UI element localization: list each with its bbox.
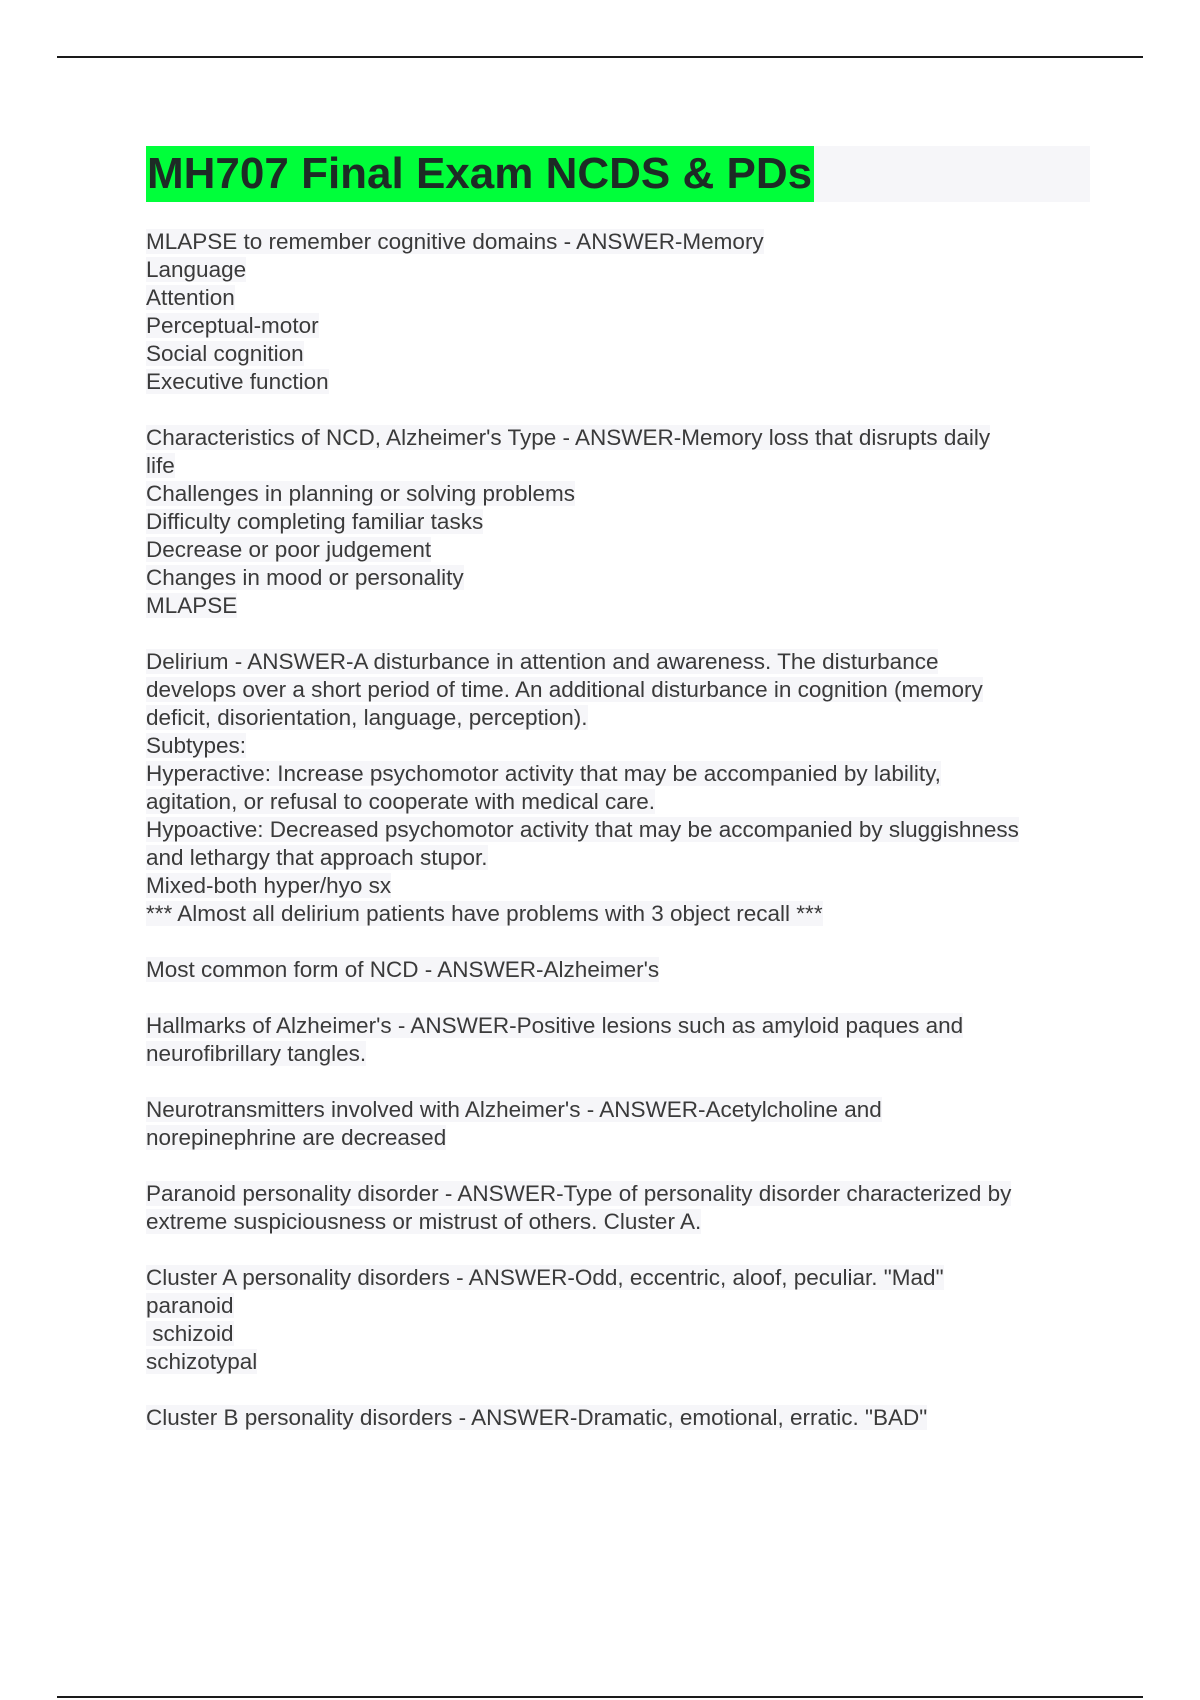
text-line: Neurotransmitters involved with Alzheimer's - ANSWER-Acetylcholine and [146, 1097, 882, 1122]
text-line: Executive function [146, 369, 329, 394]
text-line: schizoid [146, 1321, 234, 1346]
text-line: Hyperactive: Increase psychomotor activity that may be accompanied by lability, [146, 761, 941, 786]
text-line: Hallmarks of Alzheimer's - ANSWER-Positive lesions such as amyloid paques and [146, 1013, 964, 1038]
qa-entry-delirium [146, 648, 1090, 928]
text-line: Decrease or poor judgement [146, 537, 432, 562]
text-line: Most common form of NCD - ANSWER-Alzheimer's [146, 957, 660, 982]
bottom-rule [57, 1696, 1143, 1698]
qa-entry-neurotransmitters [146, 1096, 1090, 1152]
text-line: Language [146, 257, 247, 282]
text-line: MLAPSE to remember cognitive domains - ANSWER-Memory [146, 229, 764, 254]
qa-entry-alzheimers-characteristics [146, 424, 1090, 620]
text-line: Changes in mood or personality [146, 565, 464, 590]
text-line: agitation, or refusal to cooperate with medical care. [146, 789, 656, 814]
document-title: MH707 Final Exam NCDS & PDs [146, 146, 814, 202]
text-line: Delirium - ANSWER-A disturbance in attention and awareness. The disturbance [146, 649, 939, 674]
text-line: and lethargy that approach stupor. [146, 845, 488, 870]
text-line: life [146, 453, 175, 478]
text-line: Cluster A personality disorders - ANSWER-Odd, eccentric, aloof, peculiar. "Mad" [146, 1265, 944, 1290]
top-rule [57, 56, 1143, 58]
qa-entry-cluster-b [146, 1404, 1090, 1432]
text-line: Attention [146, 285, 235, 310]
text-line: Characteristics of NCD, Alzheimer's Type - ANSWER-Memory loss that disrupts daily [146, 425, 991, 450]
text-line: Perceptual-motor [146, 313, 319, 338]
text-line: schizotypal [146, 1349, 258, 1374]
qa-entry-alzheimers-hallmarks [146, 1012, 1090, 1068]
text-line: Difficulty completing familiar tasks [146, 509, 484, 534]
text-line: Hypoactive: Decreased psychomotor activity that may be accompanied by sluggishness [146, 817, 1019, 842]
text-line: Challenges in planning or solving problems [146, 481, 576, 506]
qa-entry-cluster-a [146, 1264, 1090, 1376]
text-line: Mixed-both hyper/hyo sx [146, 873, 392, 898]
text-line: neurofibrillary tangles. [146, 1041, 367, 1066]
qa-entry-most-common-ncd [146, 956, 1090, 984]
text-line: develops over a short period of time. An additional disturbance in cognition (memory [146, 677, 983, 702]
text-line: paranoid [146, 1293, 234, 1318]
text-line: Social cognition [146, 341, 304, 366]
text-line: deficit, disorientation, language, perception). [146, 705, 588, 730]
text-line: *** Almost all delirium patients have problems with 3 object recall *** [146, 901, 823, 926]
text-line: MLAPSE [146, 593, 238, 618]
qa-entry-paranoid-pd [146, 1180, 1090, 1236]
title-bar [146, 146, 1090, 202]
text-line: Cluster B personality disorders - ANSWER-Dramatic, emotional, erratic. "BAD" [146, 1405, 928, 1430]
text-line: extreme suspiciousness or mistrust of others. Cluster A. [146, 1209, 702, 1234]
text-line: Paranoid personality disorder - ANSWER-Type of personality disorder characterized by [146, 1181, 1012, 1206]
text-line: norepinephrine are decreased [146, 1125, 447, 1150]
qa-entry-cognitive-domains [146, 228, 1090, 396]
text-line: Subtypes: [146, 733, 247, 758]
document-body [146, 146, 1090, 1460]
